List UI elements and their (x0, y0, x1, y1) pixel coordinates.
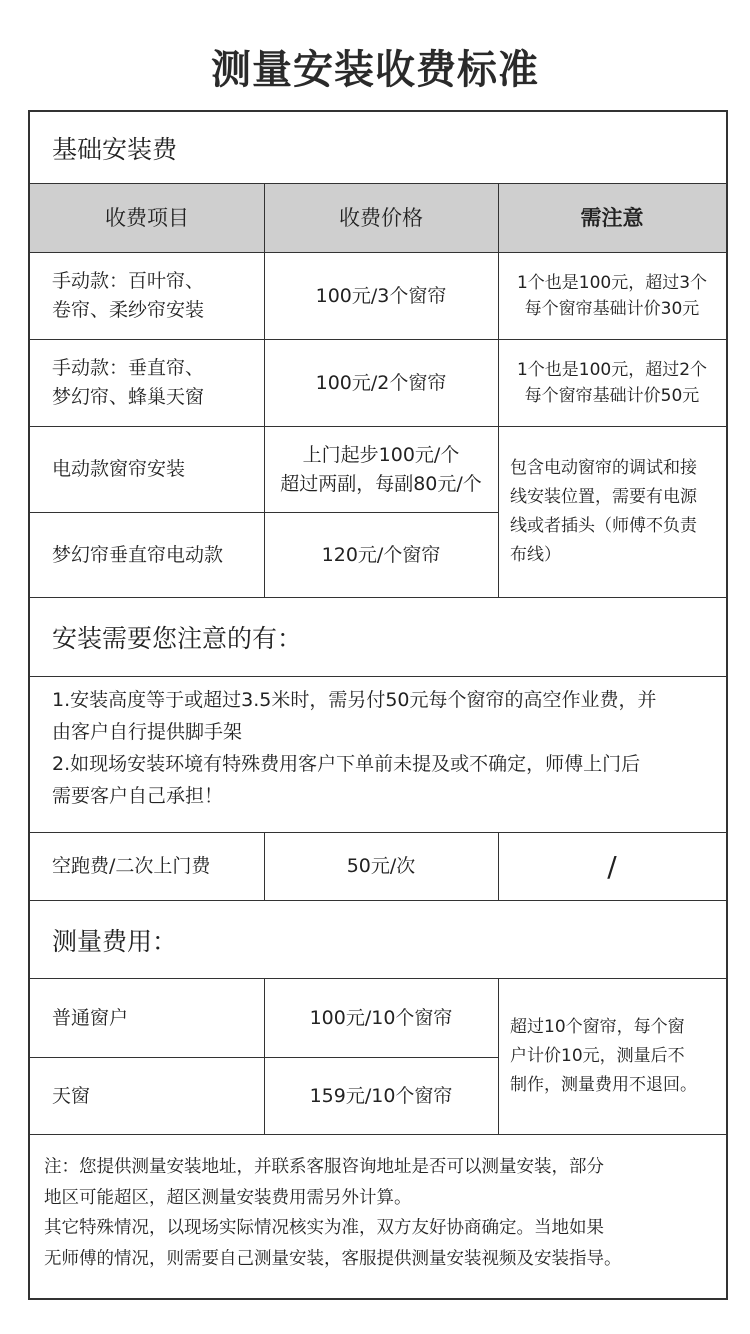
note-line: 超过10个窗帘，每个窗 (510, 1017, 685, 1037)
row-item-line: 手动款：百叶帘、 (52, 270, 205, 292)
note-line: 线安装位置，需要有电源 (510, 487, 697, 507)
column-divider (498, 184, 499, 597)
row-item-line: 卷帘、柔纱帘安装 (52, 299, 205, 321)
footer-line: 注：您提供测量安装地址，并联系客服咨询地址是否可以测量安装，部分 (44, 1157, 604, 1177)
footer-line: 其它特殊情况，以现场实际情况核实为准，双方友好协商确定。当地如果 (44, 1218, 604, 1238)
row-price: 159元/10个窗帘 (309, 1084, 453, 1107)
column-divider (264, 979, 265, 1134)
column-divider (498, 833, 499, 900)
note-line: 由客户自行提供脚手架 (52, 721, 243, 743)
row-item: 梦幻帘垂直帘电动款 (52, 543, 224, 566)
row-item: 普通窗户 (52, 1006, 129, 1029)
note-line: 2.如现场安装环境有特殊费用客户下单前未提及或不确定，师傅上门后 (52, 753, 641, 775)
pricing-table (28, 110, 728, 1300)
row-item: 电动款窗帘安装 (52, 458, 186, 480)
attention-notes (52, 684, 716, 812)
row-note-line: 每个窗帘基础计价50元 (524, 386, 700, 406)
row-price: 120元/个窗帘 (321, 543, 441, 566)
note-line: 户计价10元，测量后不 (510, 1046, 685, 1066)
row-price: 100元/3个窗帘 (315, 284, 447, 307)
table-row (30, 340, 264, 426)
measure-note (498, 979, 726, 1134)
row-note-line: 1个也是100元，超过3个 (516, 273, 708, 293)
row-note (498, 253, 726, 339)
header-item: 收费项目 (105, 205, 189, 230)
divider (30, 676, 726, 677)
column-divider (264, 833, 265, 900)
section-heading-attention: 安装需要您注意的有： (52, 624, 303, 653)
row-price-line: 超过两副，每副80元/个 (280, 472, 482, 495)
section-heading-basic: 基础安装费 (52, 135, 178, 164)
row-price: 100元/10个窗帘 (309, 1006, 453, 1029)
footer-notes (44, 1152, 720, 1274)
electric-note (498, 427, 726, 597)
note-line: 包含电动窗帘的调试和接 (510, 458, 697, 478)
row-note (498, 340, 726, 426)
row-price: 100元/2个窗帘 (315, 371, 447, 394)
note-line: 1.安装高度等于或超过3.5米时，需另付50元每个窗帘的高空作业费，并 (52, 689, 657, 711)
note-line: 制作，测量费用不退回。 (510, 1075, 697, 1095)
header-note: 需注意 (580, 205, 644, 230)
row-price (264, 427, 498, 512)
note-line: 布线） (510, 545, 561, 565)
row-price-line: 上门起步100元/个 (302, 443, 460, 466)
column-divider (498, 979, 499, 1134)
note-line: 需要客户自己承担！ (52, 785, 224, 807)
section-heading-measure: 测量费用： (52, 926, 178, 956)
footer-line: 无师傅的情况，则需要自己测量安装，客服提供测量安装视频及安装指导。 (44, 1248, 622, 1269)
row-item-line: 梦幻帘、蜂巢天窗 (52, 386, 205, 408)
row-item: 天窗 (52, 1084, 91, 1107)
note-line: 线或者插头（师傅不负责 (510, 516, 697, 536)
divider (30, 1134, 726, 1135)
table-row (30, 253, 264, 339)
row-price: 50元/次 (346, 855, 416, 877)
row-item-line: 手动款：垂直帘、 (52, 357, 205, 379)
header-price: 收费价格 (339, 205, 423, 230)
page-title: 测量安装收费标准 (211, 47, 539, 93)
row-note: / (607, 850, 617, 883)
row-note-line: 1个也是100元，超过2个 (516, 360, 708, 380)
row-item: 空跑费/二次上门费 (52, 855, 211, 877)
column-divider (264, 184, 265, 597)
footer-line: 地区可能超区，超区测量安装费用需另外计算。 (44, 1187, 412, 1208)
row-note-line: 每个窗帘基础计价30元 (524, 299, 700, 319)
